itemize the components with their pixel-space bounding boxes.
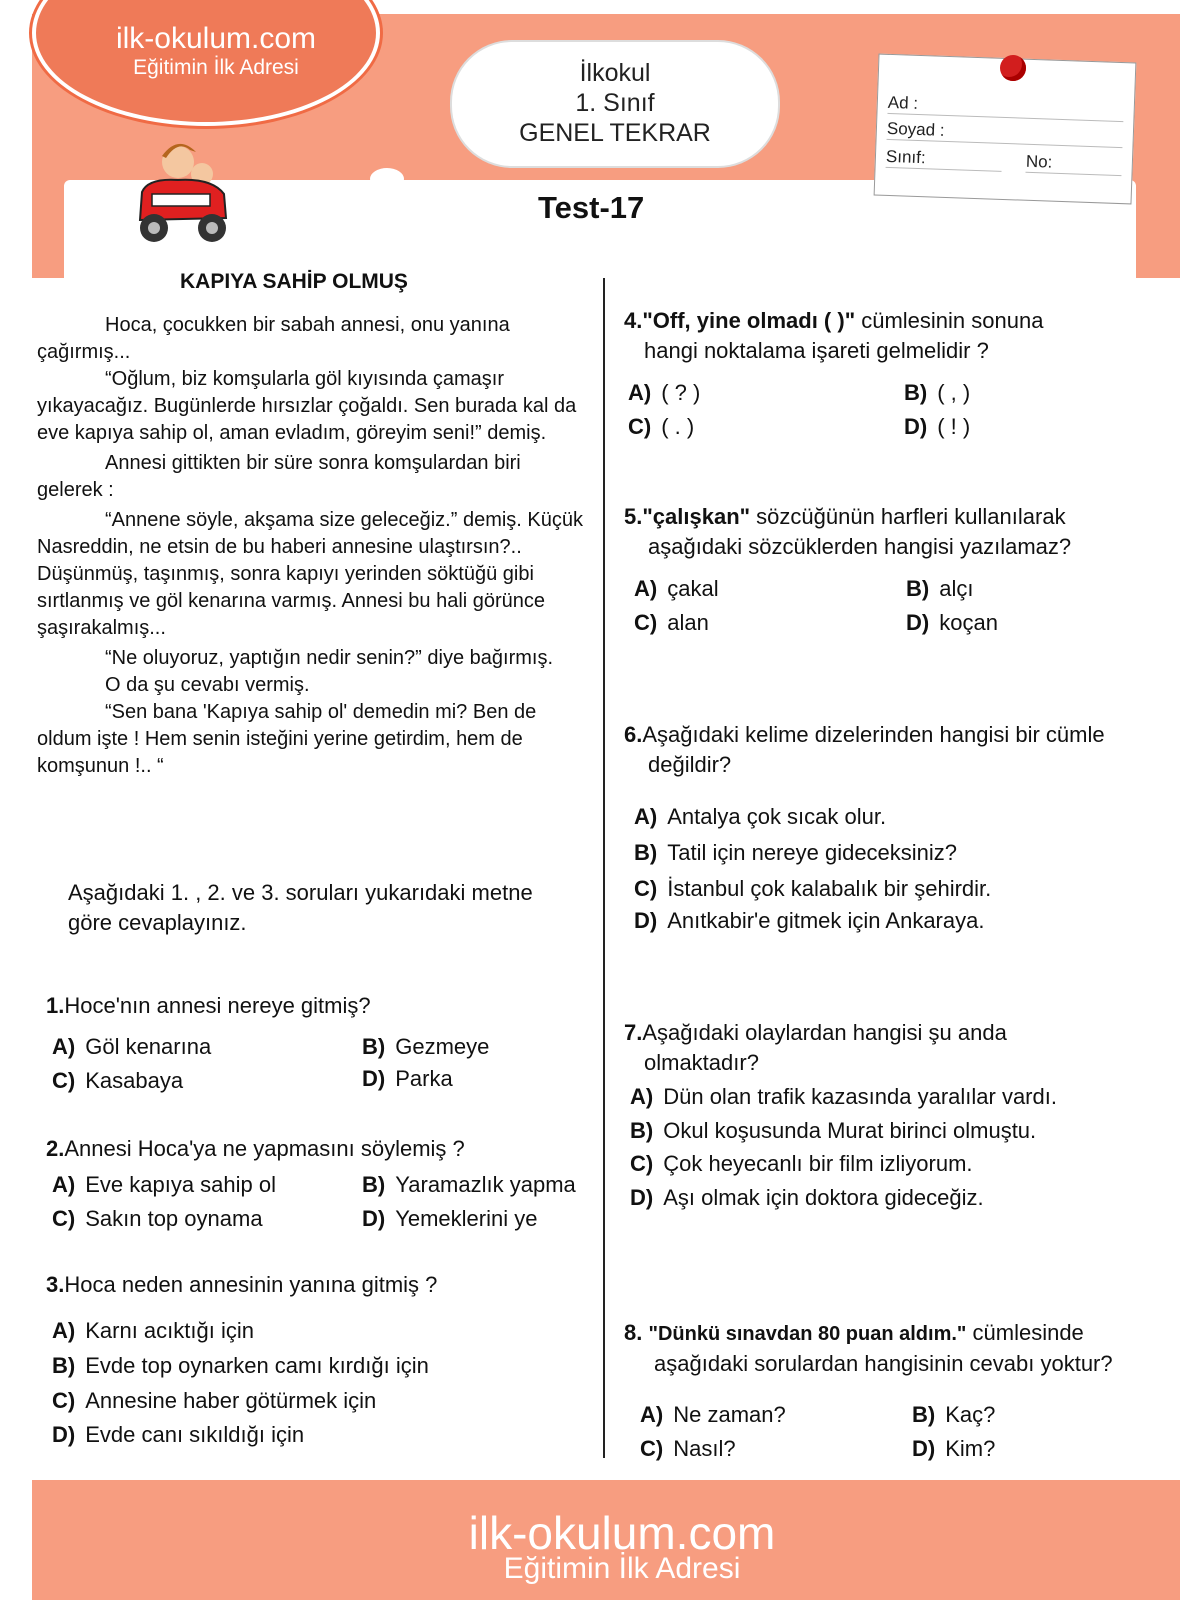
question-text: Hoca neden annesinin yanına gitmiş ? (64, 1272, 438, 1297)
pushpin-icon (1000, 55, 1026, 81)
question-text: Hoce'nın annesi nereye gitmiş? (64, 993, 371, 1018)
question-number: 1. (46, 993, 65, 1018)
story-paragraph: “Oğlum, biz komşularla göl kıyısında çamaşır yıkayacağız. Bugünlerde hırsızlar çoğaldı. Sen burada kal da eve kapıya sahip ol, aman evladım, göreyim seni!” demiş. (37, 368, 577, 444)
q2-option-b[interactable]: B) Yaramazlık yapma (362, 1172, 576, 1197)
question-7: 7.Aşağıdaki olaylardan hangisi şu anda olmaktadır? (624, 1020, 1007, 1075)
thought-bubble-tiny (340, 192, 362, 207)
question-3 (46, 1272, 437, 1298)
q2-option-d[interactable]: D) Yemeklerini ye (362, 1206, 538, 1231)
question-quote: "çalışkan" (642, 504, 751, 529)
story-paragraph: Hoca, çocukken bir sabah annesi, onu yanına çağırmış... (37, 314, 510, 363)
surname-field[interactable] (887, 119, 1124, 148)
question-6: 6.Aşağıdaki kelime dizelerinden hangisi bir cümle değildir? (624, 722, 1105, 777)
footer-tagline: Eğitimin İlk Adresi (503, 1552, 741, 1585)
q1-option-c[interactable]: C) Kasabaya (52, 1068, 184, 1093)
test-title: Test-17 (538, 190, 645, 225)
q3-option-c[interactable]: C) Annesine haber götürmek için (52, 1388, 377, 1413)
story-paragraph: “Sen bana 'Kapıya sahip ol' demedin mi? Ben de oldum işte ! Hem senin isteğini yerine getirdim, hem de komşunun !.. “ (37, 701, 537, 777)
story-paragraph: O da şu cevabı vermiş. (105, 674, 310, 696)
q8-option-a[interactable]: A) Ne zaman? (640, 1402, 786, 1427)
column-divider (603, 278, 605, 1458)
question-1 (46, 993, 371, 1019)
question-8: 8. "Dünkü sınavdan 80 puan aldım." cümlesinde aşağıdaki sorulardan hangisinin cevabı yoktur? (624, 1320, 1113, 1376)
name-label: Ad : (887, 92, 919, 113)
q2-option-a[interactable]: A) Eve kapıya sahip ol (52, 1172, 276, 1197)
q7-option-a[interactable]: A) Dün olan trafik kazasında yaralılar vardı. (630, 1084, 1057, 1109)
grade: 1. Sınıf (575, 89, 655, 117)
cloud-title (452, 58, 778, 148)
q8-option-c[interactable]: C) Nasıl? (640, 1436, 736, 1461)
instruction-text: Aşağıdaki 1. , 2. ve 3. soruları yukarıdaki metne göre cevaplayınız. (68, 880, 533, 935)
story-paragraph: “Annene söyle, akşama size geleceğiz.” demiş. Küçük Nasreddin, ne etsin de bu haberi annesine ulaştırsın?.. Düşünmüş, taşınmış, sonra kapıyı yerinden söktüğü gibi sırtlanmış ve göl kenarına varmış. Annesi bu hali görünce şaşırakalmış... (37, 509, 584, 639)
q4-option-c[interactable]: C) ( . ) (628, 414, 695, 439)
q7-option-c[interactable]: C) Çok heyecanlı bir film izliyorum. (630, 1151, 973, 1176)
q5-option-b[interactable]: B) alçı (906, 576, 974, 601)
q4-option-b[interactable]: B) ( , ) (904, 380, 971, 405)
q8-option-b[interactable]: B) Kaç? (912, 1402, 996, 1427)
question-quote: "Dünkü sınavdan 80 puan aldım." (648, 1323, 967, 1345)
q3-option-a[interactable]: A) Karnı acıktığı için (52, 1318, 254, 1343)
class-label: Sınıf: (885, 146, 926, 168)
site-tagline: Eğitimin İlk Adresi (133, 56, 299, 79)
story-paragraph: Annesi gittikten bir süre sonra komşulardan biri gelerek : (37, 452, 521, 501)
q3-option-b[interactable]: B) Evde top oynarken camı kırdığı için (52, 1353, 429, 1378)
q6-option-a[interactable]: A) Antalya çok sıcak olur. (634, 804, 887, 829)
question-number: 3. (46, 1272, 65, 1297)
footer-site-name: ilk-okulum.com (468, 1507, 776, 1559)
number-field[interactable] (1025, 152, 1122, 176)
question-number: 2. (46, 1136, 65, 1161)
story-paragraph: “Ne oluyoruz, yaptığın nedir senin?” diye bağırmış. (105, 647, 553, 669)
q8-option-d[interactable]: D) Kim? (912, 1436, 996, 1461)
q3-option-d[interactable]: D) Evde canı sıkıldığı için (52, 1422, 305, 1447)
q1-option-b[interactable]: B) Gezmeye (362, 1034, 490, 1059)
q4-option-d[interactable]: D) ( ! ) (904, 414, 971, 439)
school-level: İlkokul (579, 59, 651, 87)
site-name: ilk-okulum.com (115, 22, 317, 55)
question-2 (46, 1136, 465, 1162)
q5-option-d[interactable]: D) koçan (906, 610, 998, 635)
surname-label: Soyad : (886, 118, 945, 140)
q1-option-d[interactable]: D) Parka (362, 1066, 453, 1091)
q7-option-d[interactable]: D) Aşı olmak için doktora gideceğiz. (630, 1185, 984, 1210)
q4-option-a[interactable]: A) ( ? ) (628, 380, 701, 405)
name-field[interactable] (887, 93, 1124, 122)
question-quote: "Off, yine olmadı ( )" (642, 308, 856, 333)
q6-option-d[interactable]: D) Anıtkabir'e gitmek için Ankaraya. (634, 908, 985, 933)
question-text: Annesi Hoca'ya ne yapmasını söylemiş ? (64, 1136, 465, 1161)
thought-bubble-small (370, 168, 404, 190)
q6-option-b[interactable]: B) Tatil için nereye gideceksiniz? (634, 840, 958, 865)
class-field[interactable] (886, 147, 1003, 172)
q1-option-a[interactable]: A) Göl kenarına (52, 1034, 212, 1059)
question-4: 4."Off, yine olmadı ( )" cümlesinin sonuna hangi noktalama işareti gelmelidir ? (624, 308, 1044, 363)
subject: GENEL TEKRAR (519, 119, 711, 147)
number-label: No: (1025, 151, 1053, 172)
q6-option-c[interactable]: C) İstanbul çok kalabalık bir şehirdir. (634, 876, 992, 901)
story-title: KAPIYA SAHİP OLMUŞ (180, 270, 408, 293)
cartoon-car-icon (128, 132, 240, 250)
question-5: 5."çalışkan" sözcüğünün harfleri kullanılarak aşağıdaki sözcüklerden hangisi yazılamaz? (624, 504, 1072, 559)
q7-option-b[interactable]: B) Okul koşusunda Murat birinci olmuştu. (630, 1118, 1037, 1143)
q5-option-a[interactable]: A) çakal (634, 576, 719, 601)
story-text (37, 312, 587, 780)
q2-option-c[interactable]: C) Sakın top oynama (52, 1206, 263, 1231)
q5-option-c[interactable]: C) alan (634, 610, 709, 635)
